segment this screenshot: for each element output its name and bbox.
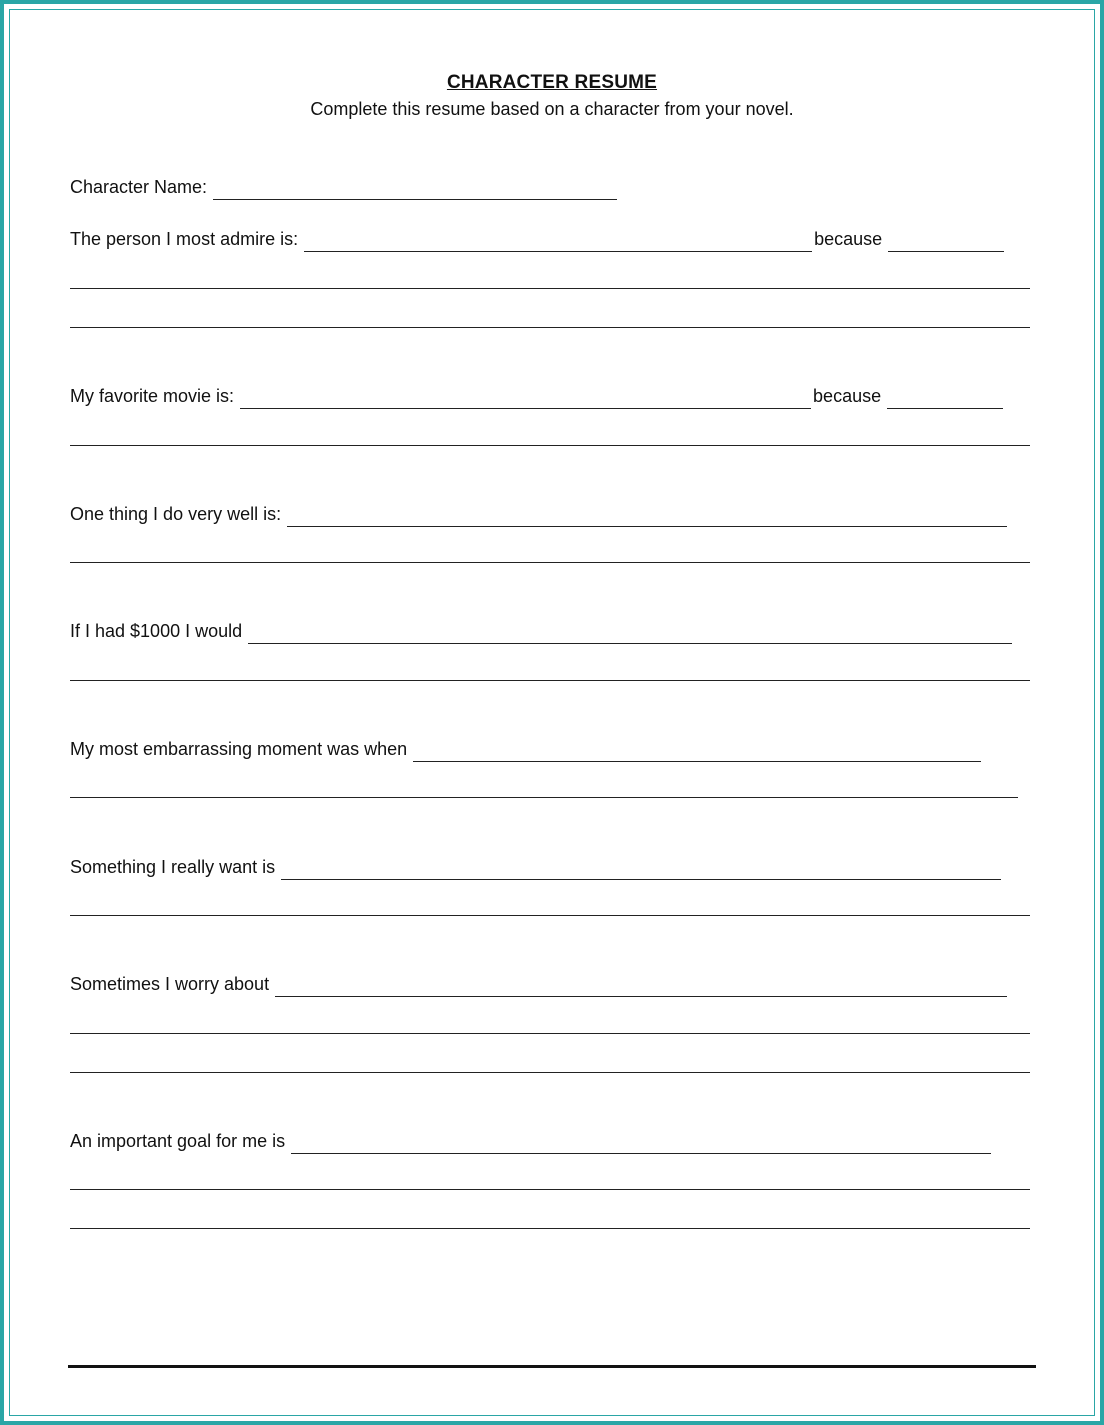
admire-because-label: because bbox=[814, 229, 883, 249]
money-line-1[interactable] bbox=[70, 680, 1030, 681]
movie-because-label: because bbox=[813, 386, 882, 406]
movie-because-field[interactable] bbox=[887, 407, 1003, 409]
page-title: CHARACTER RESUME bbox=[446, 72, 658, 93]
want-label: Something I really want is bbox=[70, 857, 276, 877]
money-label: If I had $1000 I would bbox=[70, 621, 243, 641]
admire-line-2[interactable] bbox=[70, 327, 1030, 328]
do-well-field[interactable] bbox=[287, 525, 1007, 527]
embarrassing-row bbox=[70, 737, 981, 763]
movie-label: My favorite movie is: bbox=[70, 386, 235, 406]
want-row bbox=[70, 855, 1001, 881]
worry-field[interactable] bbox=[275, 995, 1007, 997]
goal-line-1[interactable] bbox=[70, 1189, 1030, 1190]
worry-row bbox=[70, 972, 1007, 998]
want-line-1[interactable] bbox=[70, 915, 1030, 916]
worry-line-1[interactable] bbox=[70, 1033, 1030, 1034]
admire-field[interactable] bbox=[304, 250, 812, 252]
admire-because-field[interactable] bbox=[888, 250, 1004, 252]
admire-row bbox=[70, 227, 1004, 253]
movie-field[interactable] bbox=[240, 407, 811, 409]
goal-line-2[interactable] bbox=[70, 1228, 1030, 1229]
embarrassing-label: My most embarrassing moment was when bbox=[70, 739, 408, 759]
money-row bbox=[70, 619, 1012, 645]
goal-field[interactable] bbox=[291, 1152, 991, 1154]
do-well-row bbox=[70, 502, 1007, 528]
page-subtitle: Complete this resume based on a character from your novel. bbox=[310, 99, 794, 119]
do-well-label: One thing I do very well is: bbox=[70, 504, 282, 524]
admire-label: The person I most admire is: bbox=[70, 229, 299, 249]
movie-line-1[interactable] bbox=[70, 445, 1030, 446]
do-well-line-1[interactable] bbox=[70, 562, 1030, 563]
goal-row bbox=[70, 1129, 991, 1155]
admire-line-1[interactable] bbox=[70, 288, 1030, 289]
embarrassing-line-1[interactable] bbox=[70, 797, 1018, 798]
worry-line-2[interactable] bbox=[70, 1072, 1030, 1073]
worry-label: Sometimes I worry about bbox=[70, 974, 270, 994]
movie-row bbox=[70, 384, 1003, 410]
character-name-field[interactable] bbox=[213, 198, 617, 200]
goal-label: An important goal for me is bbox=[70, 1131, 286, 1151]
character-name-row bbox=[70, 175, 617, 201]
page-inner-border bbox=[9, 9, 1095, 1416]
money-field[interactable] bbox=[248, 642, 1012, 644]
character-name-label: Character Name: bbox=[70, 177, 208, 197]
embarrassing-field[interactable] bbox=[413, 760, 981, 762]
want-field[interactable] bbox=[281, 878, 1001, 880]
footer-rule bbox=[68, 1365, 1036, 1368]
